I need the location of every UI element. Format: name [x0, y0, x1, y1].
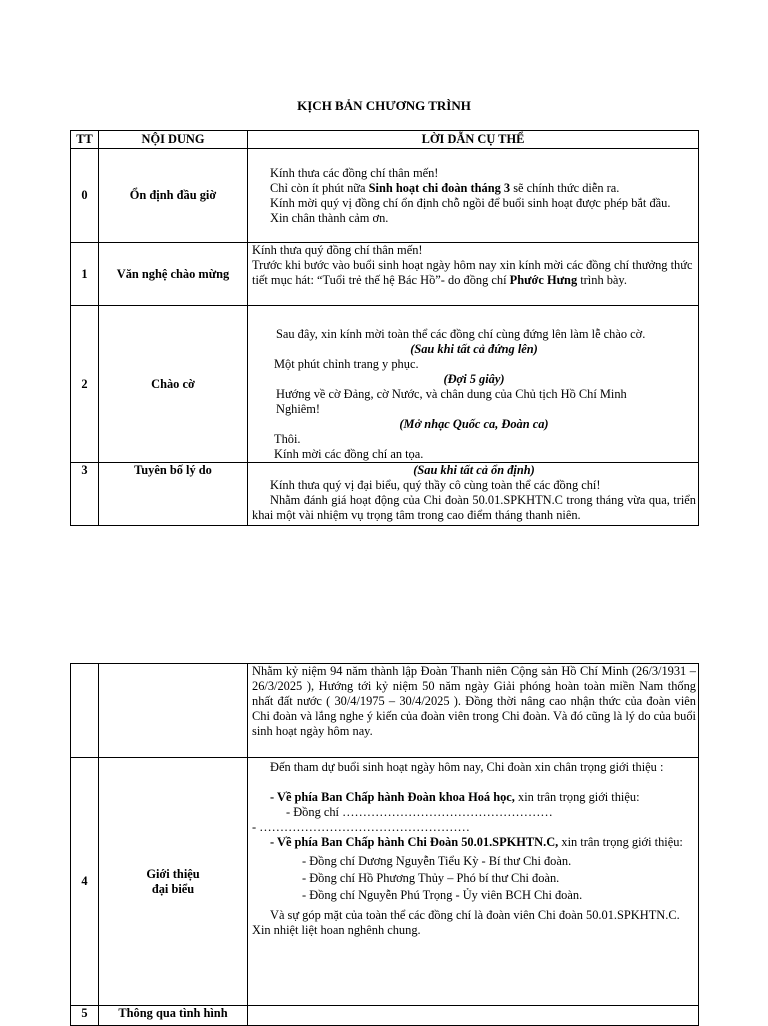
member-line: - Đồng chí Nguyễn Phú Trọng - Ủy viên BCH Chi đoàn.	[302, 888, 583, 902]
header-tt: TT	[71, 131, 99, 149]
row-script	[248, 306, 699, 463]
row-script	[248, 149, 699, 243]
script-line	[252, 790, 696, 805]
script-stage-direction: (Sau khi tất cả đứng lên)	[410, 342, 538, 356]
row-script	[248, 243, 699, 306]
row-script	[248, 664, 699, 758]
row-content-line: Giới thiệu	[146, 866, 200, 881]
script-line: Sau đây, xin kính mời toàn thể các đồng chí cùng đứng lên làm lễ chào cờ.	[276, 327, 646, 341]
script-line: Một phút chỉnh trang y phục.	[274, 357, 419, 371]
script-line	[252, 181, 696, 196]
script-text: trình bày.	[577, 273, 627, 287]
table-row	[71, 306, 699, 463]
table-row	[71, 463, 699, 526]
script-line: - Đồng chí ……………………………………………	[286, 805, 553, 819]
script-text: xin trân trọng giới thiệu:	[558, 835, 683, 849]
program-table	[70, 130, 699, 526]
document-title: KỊCH BẢN CHƯƠNG TRÌNH	[297, 98, 471, 113]
script-stage-direction: (Mở nhạc Quốc ca, Đoàn ca)	[399, 417, 549, 431]
row-content: Văn nghệ chào mừng	[99, 243, 248, 306]
script-line	[252, 258, 696, 288]
script-stage-direction: (Đợi 5 giây)	[443, 372, 505, 386]
row-script	[248, 463, 699, 526]
script-line: Đến tham dự buổi sinh hoạt ngày hôm nay, Chi đoàn xin chân trọng giới thiệu :	[270, 760, 664, 774]
script-line: - ……………………………………………	[252, 820, 470, 834]
row-number: 3	[71, 463, 99, 526]
script-line: Và sự góp mặt của toàn thể các đồng chí là đoàn viên Chi đoàn 50.01.SPKHTN.C. Xin nhiệt liệt hoan nghênh chung.	[252, 908, 680, 937]
script-text: Trước khi bước vào buổi sinh hoạt ngày hôm nay xin kính mời các đồng chí thưởng thức tiết mục hát: “Tuổi trẻ thế hệ Bác Hồ”- do đồng chí	[252, 258, 693, 287]
script-line: Kính thưa quý đồng chí thân mến!	[252, 243, 423, 257]
row-content-line: đại biểu	[151, 881, 195, 896]
row-content: Tuyên bố lý do	[99, 463, 248, 526]
table-header-row	[71, 131, 699, 149]
table-row	[71, 758, 699, 1006]
script-line: Hướng về cờ Đảng, cờ Nước, và chân dung của Chủ tịch Hồ Chí Minh	[276, 387, 627, 401]
script-bold: Sinh hoạt chi đoàn tháng 3	[368, 180, 511, 195]
member-line: - Đồng chí Dương Nguyễn Tiểu Kỳ - Bí thư Chi đoàn.	[302, 854, 572, 868]
program-table-continued	[70, 663, 699, 1026]
row-number: 4	[71, 758, 99, 1006]
script-line: Kính mời quý vị đồng chí ổn định chỗ ngồi để buổi sinh hoạt được phép bắt đầu.	[270, 195, 671, 210]
row-number: 0	[71, 149, 99, 243]
script-line: Nhằm đánh giá hoạt động của Chi đoàn 50.01.SPKHTN.C trong tháng vừa qua, triển khai một vài nhiệm vụ trọng tâm trong cao điểm tháng thanh niên.	[252, 493, 696, 522]
row-content	[99, 758, 248, 1006]
script-line: Nhằm kỷ niệm 94 năm thành lập Đoàn Thanh niên Cộng sản Hồ Chí Minh (26/3/1931 – 26/3/2025 ), Hướng tới kỷ niệm 50 năm ngày Giải phóng hoàn toàn miền Nam thống nhất đất nước ( 30/4/1975 – 30/4/2025 ). Đồng thời nâng cao nhận thức của đoàn viên Chi đoàn và lắng nghe ý kiến của đoàn viên trong Chi đoàn. Và đó cũng là lý do của buổi sinh hoạt ngày hôm nay.	[252, 664, 696, 738]
table-row	[71, 664, 699, 758]
row-number: 2	[71, 306, 99, 463]
script-line: Nghiêm!	[276, 402, 321, 416]
script-line: Xin chân thành cảm ơn.	[270, 210, 389, 225]
script-bold: - Về phía Ban Chấp hành Chi Đoàn 50.01.SPKHTN.C,	[270, 835, 559, 849]
table-row	[71, 243, 699, 306]
table-row	[71, 1006, 699, 1026]
script-line: Kính mời các đồng chí an tọa.	[274, 447, 424, 461]
header-noi-dung: NỘI DUNG	[99, 131, 248, 149]
script-text: Chỉ còn ít phút nữa	[270, 180, 369, 195]
row-content: Thông qua tình hình	[99, 1006, 248, 1026]
script-line: Thôi.	[274, 432, 301, 446]
row-script	[248, 758, 699, 1006]
script-line: Kính thưa các đồng chí thân mến!	[270, 165, 439, 180]
row-number: 5	[71, 1006, 99, 1026]
row-number	[71, 664, 99, 758]
row-number: 1	[71, 243, 99, 306]
script-bold: - Về phía Ban Chấp hành Đoàn khoa Hoá học,	[270, 790, 515, 804]
row-content: Ổn định đầu giờ	[99, 149, 248, 243]
script-bold: Phước Hưng	[509, 273, 578, 287]
script-text: xin trân trọng giới thiệu:	[514, 790, 640, 804]
script-text: sẽ chính thức diễn ra.	[510, 180, 620, 195]
header-loi-dan: LỜI DẪN CỤ THỂ	[248, 131, 699, 149]
script-line	[252, 835, 696, 850]
row-content	[99, 664, 248, 758]
row-content: Chào cờ	[99, 306, 248, 463]
member-line: - Đồng chí Hồ Phương Thủy – Phó bí thư Chi đoàn.	[302, 871, 560, 885]
script-stage-direction: (Sau khi tất cả ổn định)	[413, 463, 535, 477]
script-line: Kính thưa quý vị đại biểu, quý thầy cô cùng toàn thể các đồng chí!	[270, 478, 601, 492]
row-script	[248, 1006, 699, 1026]
table-row	[71, 149, 699, 243]
